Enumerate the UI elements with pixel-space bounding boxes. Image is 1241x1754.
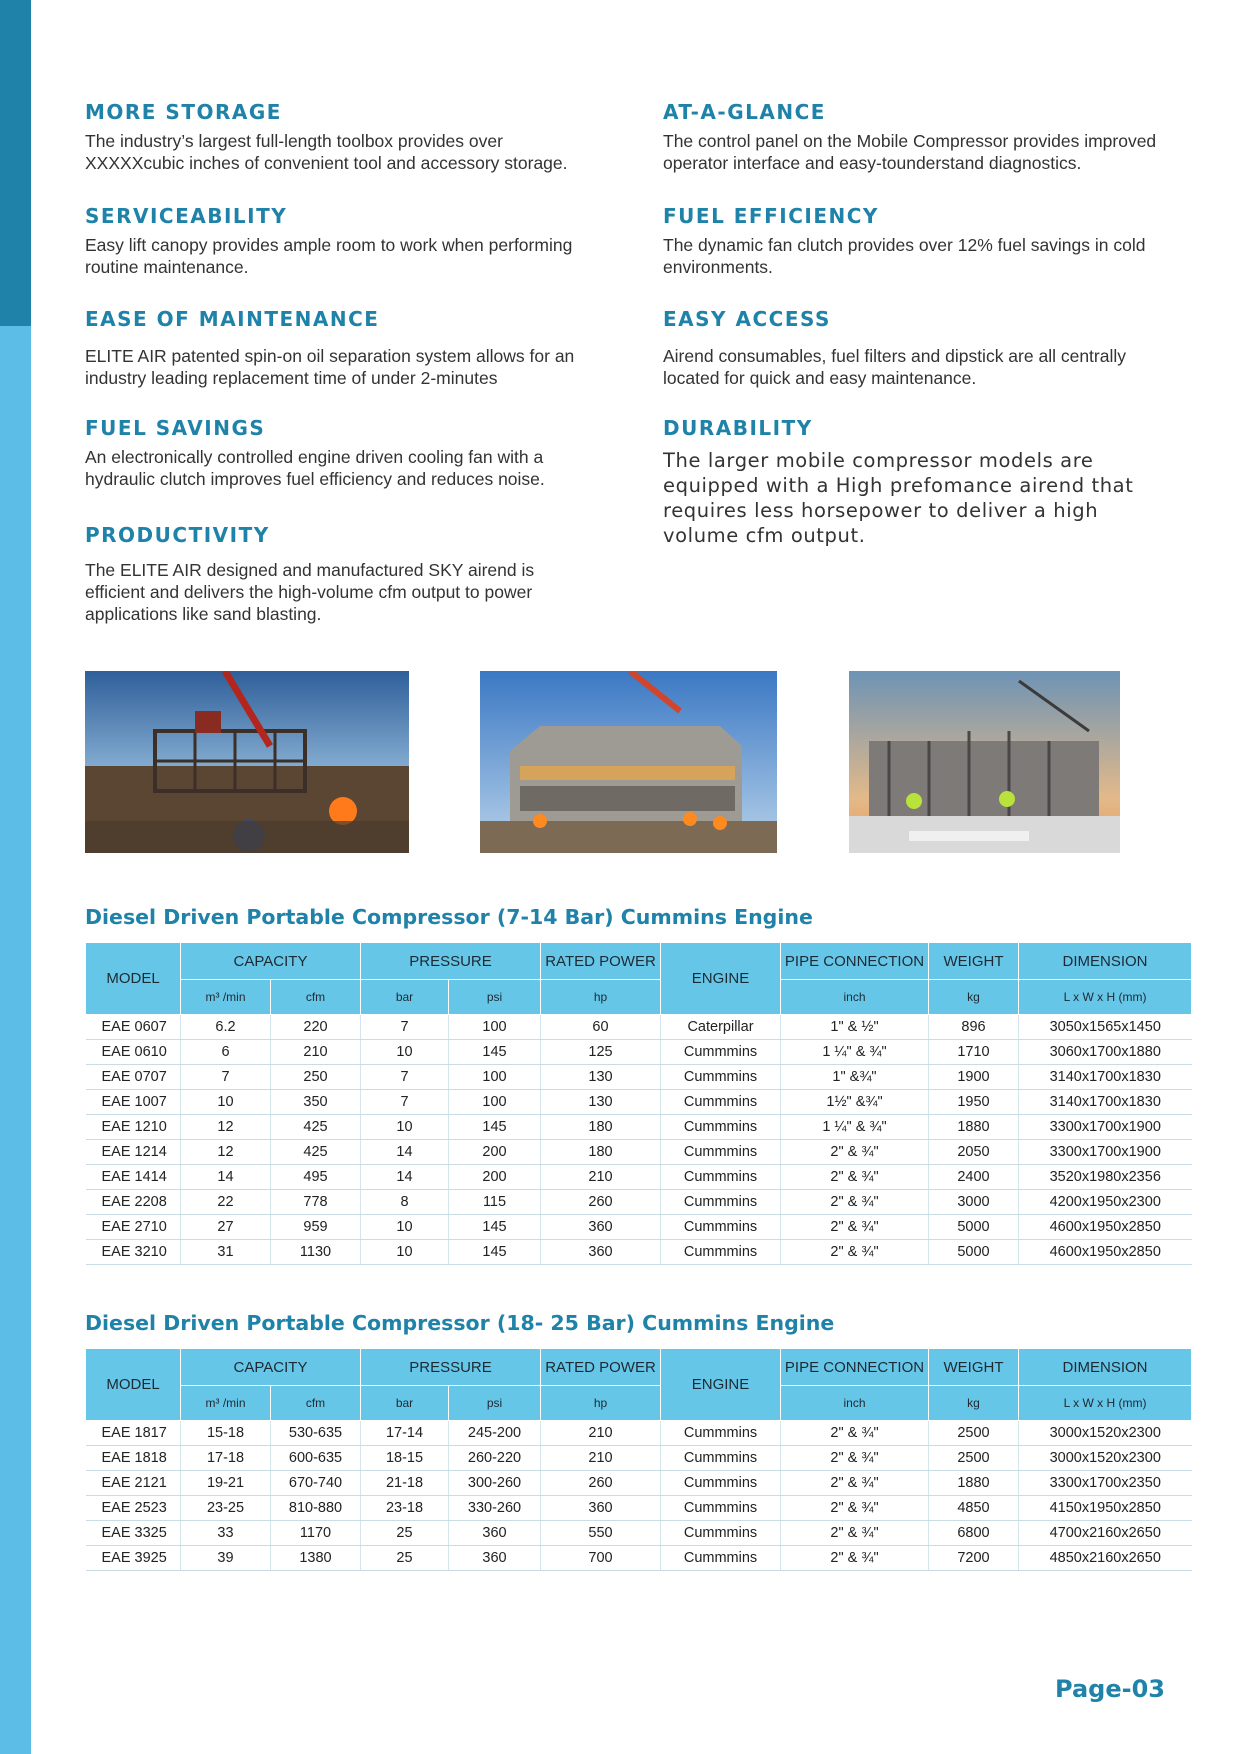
feature-title: FUEL EFFICIENCY <box>663 204 879 228</box>
cell-engine: Cummmins <box>661 1165 781 1190</box>
cell-pressure-psi: 245-200 <box>449 1421 541 1446</box>
cell-engine: Cummmins <box>661 1546 781 1571</box>
cell-capacity-m3: 17-18 <box>181 1446 271 1471</box>
cell-capacity-m3: 31 <box>181 1240 271 1265</box>
cell-pressure-bar: 21-18 <box>361 1471 449 1496</box>
unit-psi: psi <box>449 980 541 1015</box>
cell-weight: 1710 <box>929 1040 1019 1065</box>
cell-pressure-psi: 145 <box>449 1040 541 1065</box>
unit-cfm: cfm <box>271 980 361 1015</box>
cell-model: EAE 0707 <box>86 1065 181 1090</box>
cell-pipe: 2" & ¾" <box>781 1546 929 1571</box>
cell-capacity-m3: 7 <box>181 1065 271 1090</box>
cell-model: EAE 0607 <box>86 1015 181 1040</box>
cell-dimension: 3300x1700x2350 <box>1019 1471 1192 1496</box>
cell-pipe: 2" & ¾" <box>781 1215 929 1240</box>
cell-pressure-bar: 14 <box>361 1140 449 1165</box>
feature-more-storage <box>85 100 590 204</box>
cell-capacity-m3: 39 <box>181 1546 271 1571</box>
cell-capacity-m3: 12 <box>181 1140 271 1165</box>
cell-pipe: 1 ¼" & ¾" <box>781 1115 929 1140</box>
cell-weight: 7200 <box>929 1546 1019 1571</box>
cell-pressure-psi: 145 <box>449 1240 541 1265</box>
cell-engine: Cummmins <box>661 1240 781 1265</box>
table-row <box>86 1065 1192 1090</box>
cell-capacity-cfm: 530-635 <box>271 1421 361 1446</box>
feature-durability <box>663 416 1168 548</box>
cell-capacity-m3: 12 <box>181 1115 271 1140</box>
cell-power-hp: 180 <box>541 1115 661 1140</box>
col-model: MODEL <box>86 943 181 1015</box>
table-row <box>86 1165 1192 1190</box>
cell-dimension: 4200x1950x2300 <box>1019 1190 1192 1215</box>
cell-dimension: 4600x1950x2850 <box>1019 1240 1192 1265</box>
cell-capacity-cfm: 1170 <box>271 1521 361 1546</box>
feature-title: EASY ACCESS <box>663 307 831 331</box>
table-row <box>86 1471 1192 1496</box>
cell-pressure-psi: 100 <box>449 1065 541 1090</box>
cell-capacity-cfm: 670-740 <box>271 1471 361 1496</box>
cell-pressure-bar: 7 <box>361 1065 449 1090</box>
cell-weight: 2050 <box>929 1140 1019 1165</box>
construction-photo-2 <box>480 671 777 853</box>
cell-engine: Cummmins <box>661 1446 781 1471</box>
feature-serviceability <box>85 204 590 307</box>
cell-pressure-bar: 25 <box>361 1546 449 1571</box>
feature-easy-access <box>663 307 1168 416</box>
col-pipe-connection: PIPE CONNECTION <box>781 1349 929 1386</box>
cell-pressure-psi: 145 <box>449 1115 541 1140</box>
cell-pressure-psi: 115 <box>449 1190 541 1215</box>
feature-title: PRODUCTIVITY <box>85 523 270 547</box>
cell-dimension: 3300x1700x1900 <box>1019 1140 1192 1165</box>
table2-title: Diesel Driven Portable Compressor (18- 25 Bar) Cummins Engine <box>85 1311 835 1335</box>
sidebar-accent-dark <box>0 0 31 326</box>
col-weight: WEIGHT <box>929 943 1019 980</box>
cell-power-hp: 210 <box>541 1446 661 1471</box>
cell-weight: 1880 <box>929 1471 1019 1496</box>
cell-model: EAE 3925 <box>86 1546 181 1571</box>
cell-pipe: 1 ¼" & ¾" <box>781 1040 929 1065</box>
cell-capacity-cfm: 1380 <box>271 1546 361 1571</box>
unit-bar: bar <box>361 980 449 1015</box>
cell-engine: Cummmins <box>661 1090 781 1115</box>
col-pressure: PRESSURE <box>361 1349 541 1386</box>
feature-title: AT-A-GLANCE <box>663 100 826 124</box>
col-capacity: CAPACITY <box>181 943 361 980</box>
cell-dimension: 3000x1520x2300 <box>1019 1421 1192 1446</box>
col-pipe-connection: PIPE CONNECTION <box>781 943 929 980</box>
table-row <box>86 1496 1192 1521</box>
cell-pressure-bar: 8 <box>361 1190 449 1215</box>
unit-inch: inch <box>781 980 929 1015</box>
cell-capacity-m3: 19-21 <box>181 1471 271 1496</box>
cell-power-hp: 210 <box>541 1421 661 1446</box>
cell-pressure-bar: 23-18 <box>361 1496 449 1521</box>
cell-model: EAE 1214 <box>86 1140 181 1165</box>
cell-pressure-psi: 330-260 <box>449 1496 541 1521</box>
cell-pressure-bar: 10 <box>361 1040 449 1065</box>
cell-model: EAE 1818 <box>86 1446 181 1471</box>
cell-capacity-cfm: 810-880 <box>271 1496 361 1521</box>
table-row <box>86 1015 1192 1040</box>
cell-power-hp: 180 <box>541 1140 661 1165</box>
cell-weight: 1900 <box>929 1065 1019 1090</box>
col-dimension: DIMENSION <box>1019 1349 1192 1386</box>
cell-dimension: 3140x1700x1830 <box>1019 1090 1192 1115</box>
cell-weight: 6800 <box>929 1521 1019 1546</box>
feature-text: Easy lift canopy provides ample room to work when performing routine maintenance. <box>85 235 573 277</box>
cell-pipe: 2" & ¾" <box>781 1165 929 1190</box>
col-dimension: DIMENSION <box>1019 943 1192 980</box>
unit-kg: kg <box>929 980 1019 1015</box>
cell-model: EAE 2121 <box>86 1471 181 1496</box>
cell-capacity-m3: 23-25 <box>181 1496 271 1521</box>
cell-power-hp: 360 <box>541 1215 661 1240</box>
cell-capacity-cfm: 600-635 <box>271 1446 361 1471</box>
cell-dimension: 4850x2160x2650 <box>1019 1546 1192 1571</box>
unit-cfm: cfm <box>271 1386 361 1421</box>
feature-text: ELITE AIR patented spin-on oil separation system allows for an industry leading replacement time of under 2-minutes <box>85 346 575 388</box>
feature-at-a-glance <box>663 100 1168 204</box>
cell-engine: Cummmins <box>661 1065 781 1090</box>
table-row <box>86 1215 1192 1240</box>
cell-power-hp: 260 <box>541 1471 661 1496</box>
cell-pipe: 2" & ¾" <box>781 1190 929 1215</box>
col-capacity: CAPACITY <box>181 1349 361 1386</box>
unit-hp: hp <box>541 1386 661 1421</box>
features-right-column <box>663 100 1168 548</box>
cell-capacity-cfm: 425 <box>271 1115 361 1140</box>
feature-fuel-savings <box>85 416 590 523</box>
cell-power-hp: 130 <box>541 1090 661 1115</box>
feature-text: The larger mobile compressor models are equipped with a High prefomance airend that requires less horsepower to deliver a high volume cfm output. <box>663 449 1134 547</box>
cell-capacity-cfm: 210 <box>271 1040 361 1065</box>
cell-pressure-bar: 14 <box>361 1165 449 1190</box>
feature-text: The dynamic fan clutch provides over 12% fuel savings in cold environments. <box>663 235 1146 277</box>
feature-text: An electronically controlled engine driven cooling fan with a hydraulic clutch improves fuel efficiency and reduces noise. <box>85 447 545 489</box>
cell-pipe: 2" & ¾" <box>781 1471 929 1496</box>
cell-pipe: 1" & ½" <box>781 1015 929 1040</box>
table-row <box>86 1115 1192 1140</box>
cell-pipe: 2" & ¾" <box>781 1140 929 1165</box>
table1-title: Diesel Driven Portable Compressor (7-14 Bar) Cummins Engine <box>85 905 813 929</box>
cell-pressure-psi: 360 <box>449 1521 541 1546</box>
cell-model: EAE 1414 <box>86 1165 181 1190</box>
cell-weight: 3000 <box>929 1190 1019 1215</box>
spec-table-7-14-bar <box>85 942 1192 1265</box>
cell-power-hp: 125 <box>541 1040 661 1065</box>
cell-pressure-bar: 10 <box>361 1115 449 1140</box>
page-number: Page-03 <box>1055 1675 1165 1703</box>
cell-dimension: 3300x1700x1900 <box>1019 1115 1192 1140</box>
cell-power-hp: 360 <box>541 1496 661 1521</box>
unit-m3-min: m³ /min <box>181 980 271 1015</box>
cell-model: EAE 3325 <box>86 1521 181 1546</box>
cell-capacity-cfm: 778 <box>271 1190 361 1215</box>
unit-dimension: L x W x H (mm) <box>1019 980 1192 1015</box>
cell-dimension: 3140x1700x1830 <box>1019 1065 1192 1090</box>
cell-dimension: 4700x2160x2650 <box>1019 1521 1192 1546</box>
cell-pressure-psi: 100 <box>449 1090 541 1115</box>
cell-power-hp: 130 <box>541 1065 661 1090</box>
cell-pressure-bar: 18-15 <box>361 1446 449 1471</box>
construction-photo-3 <box>849 671 1120 853</box>
col-model: MODEL <box>86 1349 181 1421</box>
feature-productivity <box>85 523 590 625</box>
table-row <box>86 1040 1192 1065</box>
cell-weight: 1950 <box>929 1090 1019 1115</box>
cell-capacity-m3: 14 <box>181 1165 271 1190</box>
cell-engine: Cummmins <box>661 1140 781 1165</box>
unit-hp: hp <box>541 980 661 1015</box>
cell-engine: Cummmins <box>661 1496 781 1521</box>
cell-pressure-bar: 10 <box>361 1215 449 1240</box>
cell-engine: Cummmins <box>661 1190 781 1215</box>
table-row <box>86 1090 1192 1115</box>
table-row <box>86 1240 1192 1265</box>
cell-capacity-cfm: 959 <box>271 1215 361 1240</box>
cell-pipe: 2" & ¾" <box>781 1421 929 1446</box>
cell-model: EAE 0610 <box>86 1040 181 1065</box>
cell-pipe: 2" & ¾" <box>781 1446 929 1471</box>
cell-pressure-psi: 100 <box>449 1015 541 1040</box>
sidebar-accent-light <box>0 326 31 1754</box>
cell-weight: 1880 <box>929 1115 1019 1140</box>
feature-title: DURABILITY <box>663 416 813 440</box>
cell-pressure-psi: 360 <box>449 1546 541 1571</box>
cell-pressure-psi: 260-220 <box>449 1446 541 1471</box>
cell-dimension: 3520x1980x2356 <box>1019 1165 1192 1190</box>
feature-text: The industry’s largest full-length toolbox provides over XXXXXcubic inches of convenient tool and accessory storage. <box>85 131 568 173</box>
cell-dimension: 4600x1950x2850 <box>1019 1215 1192 1240</box>
cell-weight: 2500 <box>929 1446 1019 1471</box>
cell-pressure-psi: 200 <box>449 1165 541 1190</box>
col-engine: ENGINE <box>661 943 781 1015</box>
unit-bar: bar <box>361 1386 449 1421</box>
cell-capacity-m3: 22 <box>181 1190 271 1215</box>
cell-capacity-m3: 27 <box>181 1215 271 1240</box>
table-row <box>86 1421 1192 1446</box>
cell-capacity-m3: 6.2 <box>181 1015 271 1040</box>
cell-model: EAE 1817 <box>86 1421 181 1446</box>
cell-capacity-m3: 6 <box>181 1040 271 1065</box>
cell-model: EAE 2208 <box>86 1190 181 1215</box>
unit-dimension: L x W x H (mm) <box>1019 1386 1192 1421</box>
table-row <box>86 1521 1192 1546</box>
cell-engine: Cummmins <box>661 1421 781 1446</box>
cell-power-hp: 60 <box>541 1015 661 1040</box>
cell-pressure-bar: 25 <box>361 1521 449 1546</box>
cell-engine: Cummmins <box>661 1040 781 1065</box>
cell-capacity-cfm: 220 <box>271 1015 361 1040</box>
table-row <box>86 1190 1192 1215</box>
feature-title: MORE STORAGE <box>85 100 282 124</box>
feature-text: The control panel on the Mobile Compressor provides improved operator interface and easy-tounderstand diagnostics. <box>663 131 1157 173</box>
cell-model: EAE 2523 <box>86 1496 181 1521</box>
feature-fuel-efficiency <box>663 204 1168 307</box>
cell-pressure-psi: 300-260 <box>449 1471 541 1496</box>
col-weight: WEIGHT <box>929 1349 1019 1386</box>
cell-power-hp: 360 <box>541 1240 661 1265</box>
table-row <box>86 1546 1192 1571</box>
cell-pipe: 1" &¾" <box>781 1065 929 1090</box>
cell-dimension: 3050x1565x1450 <box>1019 1015 1192 1040</box>
cell-pressure-bar: 10 <box>361 1240 449 1265</box>
unit-kg: kg <box>929 1386 1019 1421</box>
cell-pressure-bar: 7 <box>361 1015 449 1040</box>
construction-photo-1 <box>85 671 409 853</box>
cell-engine: Cummmins <box>661 1471 781 1496</box>
cell-weight: 5000 <box>929 1215 1019 1240</box>
feature-title: FUEL SAVINGS <box>85 416 266 440</box>
cell-weight: 4850 <box>929 1496 1019 1521</box>
cell-model: EAE 2710 <box>86 1215 181 1240</box>
col-rated-power: RATED POWER <box>541 943 661 980</box>
cell-pipe: 1½" &¾" <box>781 1090 929 1115</box>
cell-power-hp: 700 <box>541 1546 661 1571</box>
feature-text: The ELITE AIR designed and manufactured SKY airend is efficient and delivers the high-volume cfm output to power applications like sand blasting. <box>85 560 535 624</box>
cell-engine: Cummmins <box>661 1521 781 1546</box>
cell-capacity-cfm: 250 <box>271 1065 361 1090</box>
cell-pressure-psi: 200 <box>449 1140 541 1165</box>
cell-power-hp: 210 <box>541 1165 661 1190</box>
cell-dimension: 4150x1950x2850 <box>1019 1496 1192 1521</box>
unit-psi: psi <box>449 1386 541 1421</box>
cell-capacity-m3: 10 <box>181 1090 271 1115</box>
unit-m3-min: m³ /min <box>181 1386 271 1421</box>
cell-pressure-bar: 7 <box>361 1090 449 1115</box>
col-rated-power: RATED POWER <box>541 1349 661 1386</box>
table-row <box>86 1446 1192 1471</box>
cell-pipe: 2" & ¾" <box>781 1496 929 1521</box>
cell-model: EAE 3210 <box>86 1240 181 1265</box>
features-left-column <box>85 100 590 625</box>
cell-capacity-m3: 33 <box>181 1521 271 1546</box>
feature-title: SERVICEABILITY <box>85 204 288 228</box>
cell-capacity-cfm: 425 <box>271 1140 361 1165</box>
cell-power-hp: 260 <box>541 1190 661 1215</box>
feature-ease-of-maintenance <box>85 307 590 416</box>
feature-text: Airend consumables, fuel filters and dipstick are all centrally located for quick and easy maintenance. <box>663 346 1126 388</box>
cell-engine: Cummmins <box>661 1115 781 1140</box>
cell-pressure-psi: 145 <box>449 1215 541 1240</box>
cell-power-hp: 550 <box>541 1521 661 1546</box>
cell-dimension: 3060x1700x1880 <box>1019 1040 1192 1065</box>
cell-capacity-cfm: 350 <box>271 1090 361 1115</box>
spec-table-18-25-bar <box>85 1348 1192 1571</box>
cell-pipe: 2" & ¾" <box>781 1521 929 1546</box>
cell-engine: Caterpillar <box>661 1015 781 1040</box>
cell-weight: 5000 <box>929 1240 1019 1265</box>
cell-weight: 2500 <box>929 1421 1019 1446</box>
col-engine: ENGINE <box>661 1349 781 1421</box>
cell-pipe: 2" & ¾" <box>781 1240 929 1265</box>
cell-dimension: 3000x1520x2300 <box>1019 1446 1192 1471</box>
col-pressure: PRESSURE <box>361 943 541 980</box>
cell-pressure-bar: 17-14 <box>361 1421 449 1446</box>
table-row <box>86 1140 1192 1165</box>
feature-title: EASE OF MAINTENANCE <box>85 307 380 331</box>
cell-model: EAE 1007 <box>86 1090 181 1115</box>
cell-weight: 2400 <box>929 1165 1019 1190</box>
cell-capacity-m3: 15-18 <box>181 1421 271 1446</box>
cell-engine: Cummmins <box>661 1215 781 1240</box>
cell-model: EAE 1210 <box>86 1115 181 1140</box>
cell-capacity-cfm: 495 <box>271 1165 361 1190</box>
cell-weight: 896 <box>929 1015 1019 1040</box>
unit-inch: inch <box>781 1386 929 1421</box>
cell-capacity-cfm: 1130 <box>271 1240 361 1265</box>
